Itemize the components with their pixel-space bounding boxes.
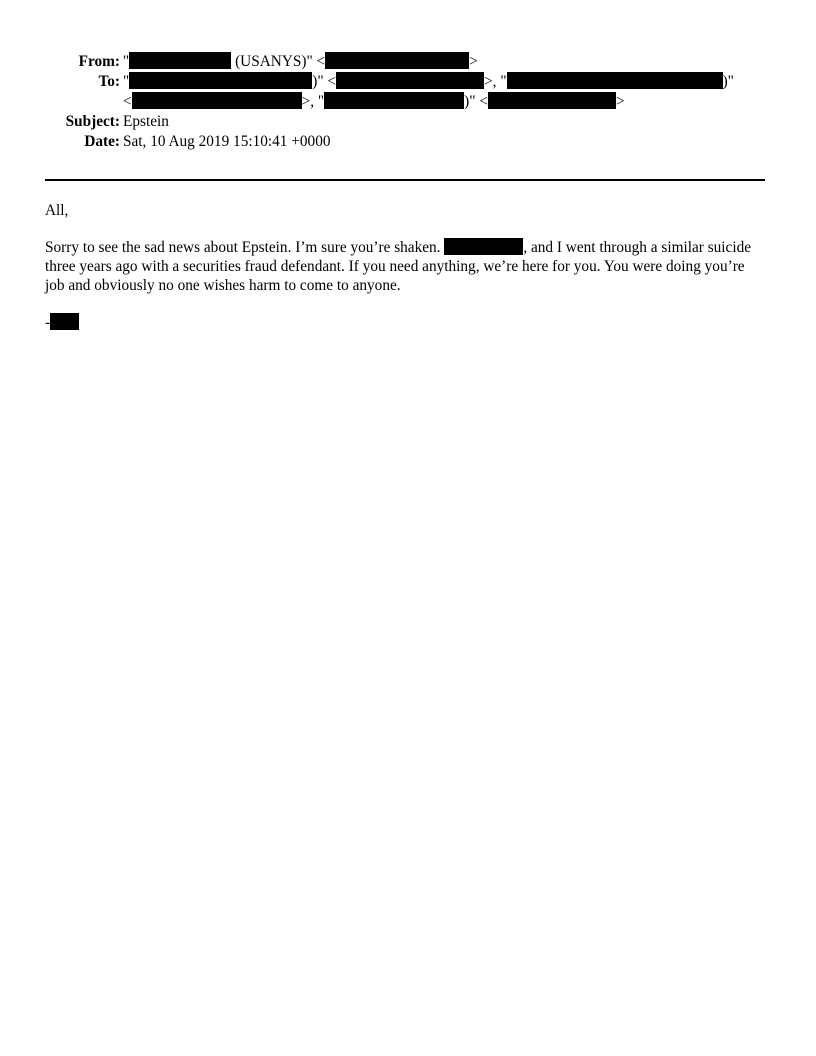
email-body [45, 201, 765, 332]
redaction-block [488, 92, 616, 109]
from-label: From: [78, 53, 120, 70]
redaction-block [325, 52, 469, 69]
redaction-block [507, 72, 723, 89]
header-divider [45, 179, 765, 181]
subject-value: Epstein [123, 113, 169, 130]
date-label: Date: [84, 133, 120, 150]
to-row [0, 72, 816, 112]
redaction-block [50, 313, 79, 330]
date-value: Sat, 10 Aug 2019 15:10:41 +0000 [123, 133, 331, 150]
to-value-line2: < >, " )" < > [123, 93, 625, 110]
from-value: " (USANYS)" < > [123, 53, 478, 70]
redaction-block [129, 72, 312, 89]
redaction-block [129, 52, 231, 69]
to-value-line1: " )" < >, " )" [123, 73, 734, 90]
subject-label: Subject: [65, 113, 120, 130]
email-header [0, 52, 816, 152]
from-suffix: (USANYS)" [235, 53, 313, 70]
message-paragraph [45, 238, 765, 295]
redaction-block [444, 238, 523, 255]
paragraph-text-start: Sorry to see the sad news about Epstein. I’m sure you’re shaken. [45, 239, 441, 256]
redaction-block [324, 92, 464, 109]
redaction-block [336, 72, 484, 89]
date-row [0, 132, 816, 152]
to-label: To: [98, 73, 120, 90]
greeting: All, [45, 202, 69, 219]
redaction-block [132, 92, 302, 109]
paragraph-text-end: , and I went through a similar suicide three years ago with a securities fraud defendant. If you need anything, we’re here for you. You were doing you’re job and obviously no one wishes harm to come to anyone. [45, 239, 752, 294]
signature [45, 313, 765, 332]
from-row [0, 52, 816, 72]
subject-row [0, 112, 816, 132]
signature-dash: - [45, 314, 51, 331]
